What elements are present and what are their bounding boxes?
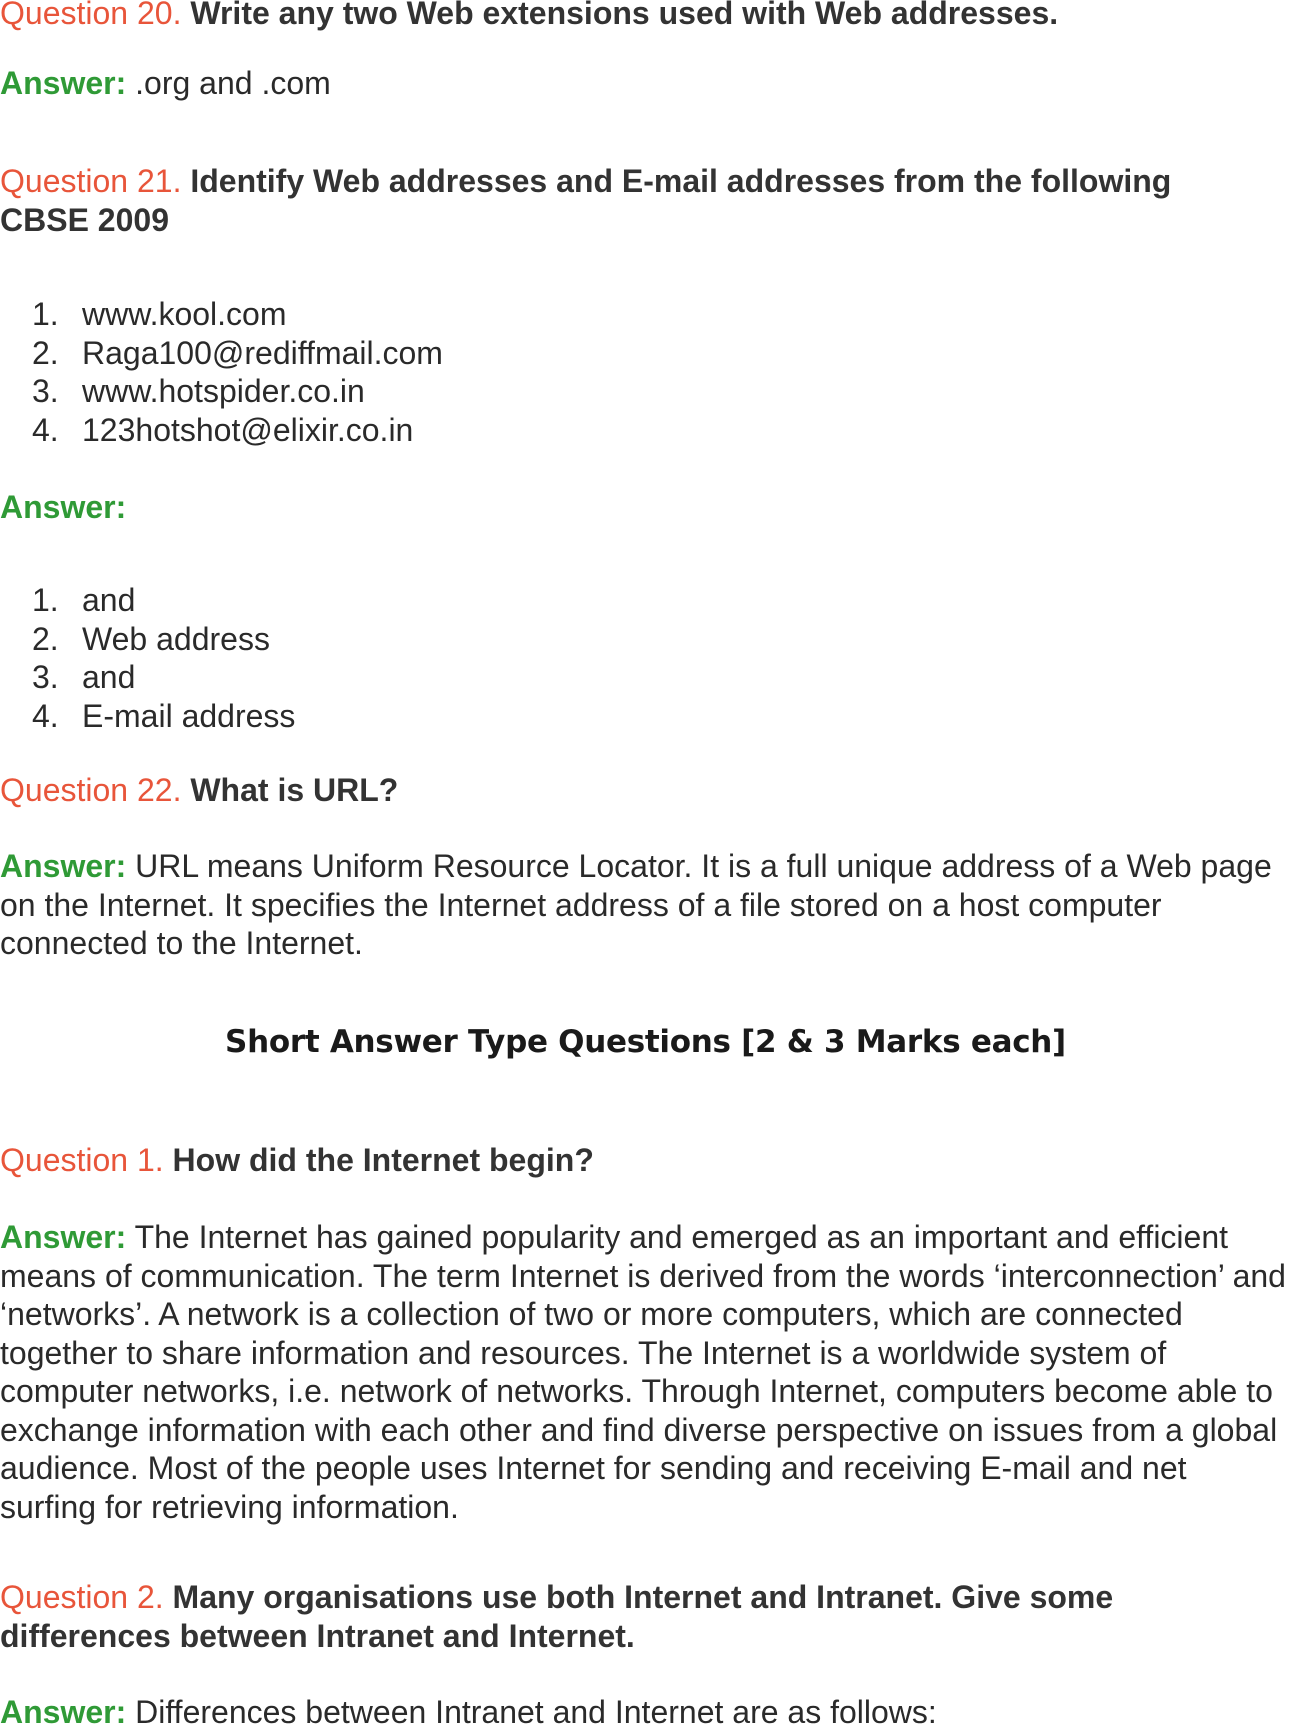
section-title: Short Answer Type Questions [2 & 3 Marks each] bbox=[225, 1024, 1066, 1060]
answer-label: Answer: bbox=[0, 1694, 127, 1730]
question-20 bbox=[0, 0, 1291, 33]
list-item bbox=[0, 295, 443, 334]
answer-text: Differences between Intranet and Internet are as follows: bbox=[135, 1694, 937, 1730]
answer-label: Answer: bbox=[0, 489, 127, 525]
answer-label: Answer: bbox=[0, 848, 127, 884]
list-number: 4. bbox=[32, 411, 59, 448]
list-text: E-mail address bbox=[82, 697, 296, 734]
list-number: 3. bbox=[32, 373, 59, 409]
answer-label: Answer: bbox=[0, 1219, 127, 1255]
short-answer-2 bbox=[0, 1693, 1291, 1732]
answer-text: URL means Uniform Resource Locator. It is a full unique address of a Web page on the Internet. It specifies the Internet address of a file stored on a host computer connected to the Internet. bbox=[0, 848, 1272, 961]
answer-text: .org and .com bbox=[135, 65, 331, 101]
list-item bbox=[0, 581, 295, 620]
list-item bbox=[0, 620, 295, 659]
list-number: 1. bbox=[32, 296, 59, 332]
question-label: Question 20. bbox=[0, 0, 182, 31]
question-text: Many organisations use both Internet and Intranet. Give some differences between Intranet and Internet. bbox=[0, 1579, 1114, 1654]
list-text: Web address bbox=[82, 620, 270, 657]
list-item bbox=[0, 411, 443, 450]
question-text: What is URL? bbox=[190, 772, 399, 808]
answer-20 bbox=[0, 64, 1291, 103]
list-number: 4. bbox=[32, 697, 59, 734]
answer-21-label bbox=[0, 488, 1291, 527]
list-item bbox=[0, 658, 295, 697]
question-text: Identify Web addresses and E-mail addresses from the following CBSE 2009 bbox=[0, 163, 1172, 238]
list-text: www.kool.com bbox=[82, 296, 287, 332]
question-label: Question 22. bbox=[0, 772, 182, 808]
answer-22 bbox=[0, 847, 1291, 963]
list-text: and bbox=[82, 659, 136, 695]
question-text: How did the Internet begin? bbox=[172, 1142, 594, 1178]
list-text: 123hotshot@elixir.co.in bbox=[82, 411, 414, 448]
question-label: Question 21. bbox=[0, 163, 182, 199]
list-number: 1. bbox=[32, 582, 59, 618]
list-item bbox=[0, 372, 443, 411]
list-item bbox=[0, 697, 295, 736]
list-text: Raga100@rediffmail.com bbox=[82, 334, 443, 371]
short-question-2 bbox=[0, 1578, 1200, 1655]
list-text: www.hotspider.co.in bbox=[82, 373, 365, 409]
list-item bbox=[0, 334, 443, 373]
question-label: Question 2. bbox=[0, 1579, 164, 1615]
answer-text: The Internet has gained popularity and emerged as an important and efficient means of communication. The term Internet is derived from the words ‘interconnection’ and ‘networks’. A network is a collection of two or more computers, which are connected together to share information and resources. The Internet is a worldwide system of computer networks, i.e. network of networks. Through Internet, computers become able to exchange information with each other and find diverse perspective on issues from a global audience. Most of the people uses Internet for sending and receiving E-mail and net surfing for retrieving information. bbox=[0, 1219, 1286, 1525]
question-21-items bbox=[0, 295, 443, 449]
list-number: 2. bbox=[32, 620, 59, 657]
short-answer-1 bbox=[0, 1218, 1291, 1526]
answer-label: Answer: bbox=[0, 65, 127, 101]
list-number: 2. bbox=[32, 334, 59, 371]
question-21 bbox=[0, 162, 1250, 239]
question-label: Question 1. bbox=[0, 1142, 164, 1178]
list-text: and bbox=[82, 582, 136, 618]
short-question-1 bbox=[0, 1141, 1291, 1180]
answer-21-items bbox=[0, 581, 295, 735]
question-text: Write any two Web extensions used with Web addresses. bbox=[190, 0, 1059, 31]
list-number: 3. bbox=[32, 659, 59, 695]
question-22 bbox=[0, 771, 1291, 810]
